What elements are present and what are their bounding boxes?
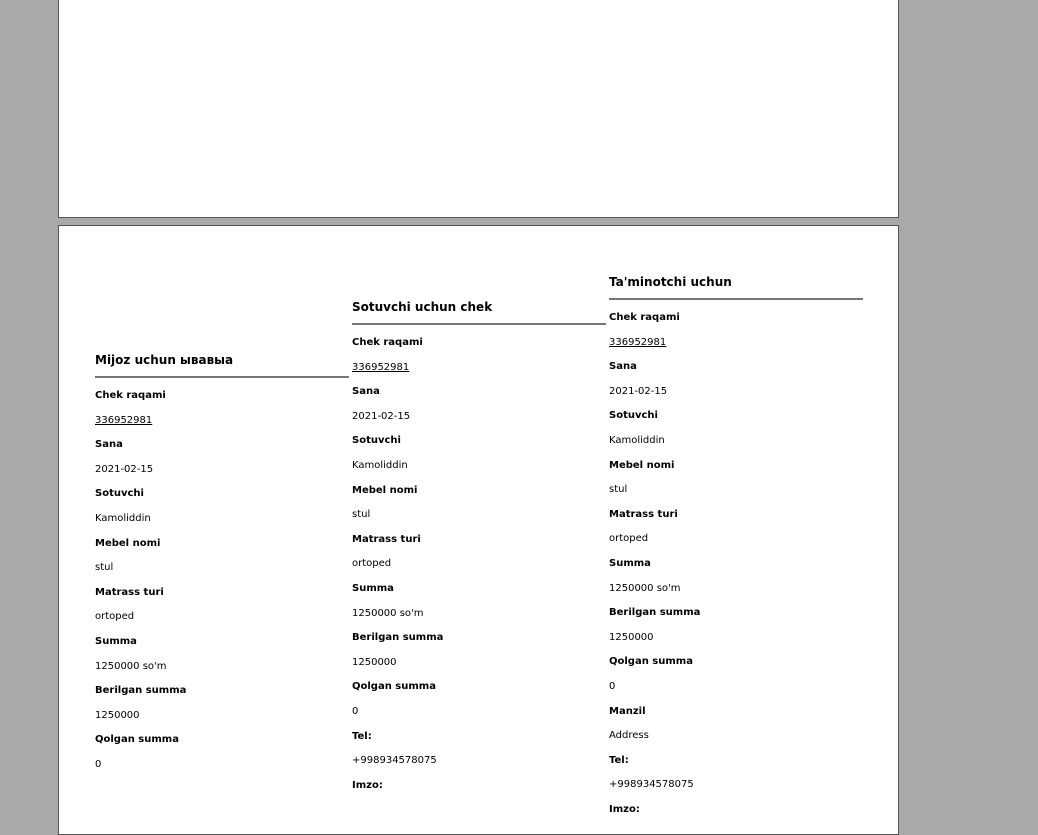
field-value: Kamoliddin [609, 434, 665, 446]
field-value: 1250000 [95, 709, 140, 721]
title-divider [352, 323, 606, 325]
receipt-number-link[interactable]: 336952981 [95, 414, 153, 426]
field-label: Mebel nomi [352, 484, 418, 496]
field-label: Qolgan summa [609, 656, 693, 668]
field-label: Summa [352, 582, 394, 594]
field-label: Berilgan summa [609, 607, 701, 619]
field-value: 2021-02-15 [95, 463, 154, 475]
field-value-row [95, 611, 349, 623]
field-value-row [609, 681, 863, 693]
field-value-row [95, 661, 349, 673]
field-value: ortoped [352, 558, 392, 570]
field-value: ortoped [95, 611, 135, 623]
field-value-row [352, 460, 606, 472]
field-value-row [95, 562, 349, 574]
field-value: 1250000 [352, 656, 397, 668]
field-label: Matrass turi [352, 533, 421, 545]
field-label: Sotuvchi [352, 435, 401, 447]
field-label: Tel: [352, 730, 372, 742]
field-value: 1250000 [609, 631, 654, 643]
field-value: stul [609, 484, 628, 496]
field-value: 0 [609, 680, 616, 692]
field-label: Chek raqami [609, 312, 680, 323]
field-value-row [95, 759, 349, 771]
field-value-row [352, 411, 606, 423]
field-value-row [352, 509, 606, 521]
receipt-title: Ta'minotchi uchun [609, 275, 732, 289]
field-value-row [609, 386, 863, 398]
field-value-row [609, 484, 863, 496]
field-label: Sotuvchi [609, 410, 658, 422]
field-label: Sana [352, 386, 380, 398]
field-label: Berilgan summa [95, 685, 187, 697]
receipt-seller [352, 298, 606, 792]
document-page-1 [58, 0, 899, 218]
field-value: 0 [95, 758, 102, 770]
field-value: 1250000 so'm [609, 582, 681, 594]
field-label: Qolgan summa [352, 681, 436, 693]
field-label: Mebel nomi [95, 537, 161, 549]
field-value-row [609, 337, 863, 349]
field-label: Imzo: [609, 803, 640, 815]
field-value: +998934578075 [609, 779, 694, 791]
receipt-title: Sotuvchi uchun chek [352, 300, 493, 314]
field-label: Berilgan summa [352, 632, 444, 644]
field-value: 2021-02-15 [352, 410, 411, 422]
field-label: Sana [95, 439, 123, 451]
field-value-row [352, 657, 606, 669]
field-value-row [95, 415, 349, 427]
field-value-row [352, 362, 606, 374]
receipt-number-link[interactable]: 336952981 [352, 361, 410, 373]
field-value: 1250000 so'm [95, 660, 167, 672]
field-value-row [95, 464, 349, 476]
field-value: Kamoliddin [95, 512, 151, 524]
field-value: stul [352, 509, 371, 521]
receipt-number-link[interactable]: 336952981 [609, 336, 667, 348]
field-label: Tel: [609, 754, 629, 766]
field-value: +998934578075 [352, 755, 437, 767]
field-value-row [609, 632, 863, 644]
field-value-row [609, 779, 863, 791]
field-label: Summa [95, 635, 137, 647]
field-value-row [95, 513, 349, 525]
field-value-row [609, 435, 863, 447]
field-label: Summa [609, 557, 651, 569]
field-value: 2021-02-15 [609, 385, 668, 397]
field-label: Chek raqami [352, 337, 423, 348]
field-value-row [352, 608, 606, 620]
field-value-row [95, 710, 349, 722]
field-value-row [352, 558, 606, 570]
field-label: Manzil [609, 705, 646, 717]
field-label: Chek raqami [95, 390, 166, 401]
field-value: 0 [352, 705, 359, 717]
field-value: Kamoliddin [352, 459, 408, 471]
document-page-2 [58, 225, 899, 835]
field-value: ortoped [609, 533, 649, 545]
field-label: Sotuvchi [95, 488, 144, 500]
field-label: Matrass turi [95, 586, 164, 598]
field-label: Matrass turi [609, 508, 678, 520]
field-value: Address [609, 730, 649, 742]
field-label: Qolgan summa [95, 734, 179, 746]
field-label: Imzo: [352, 779, 383, 791]
field-value: 1250000 so'm [352, 607, 424, 619]
title-divider [95, 376, 349, 378]
field-value-row [352, 755, 606, 767]
field-value: stul [95, 562, 114, 574]
field-label: Mebel nomi [609, 459, 675, 471]
field-value-row [609, 583, 863, 595]
field-value-row [352, 706, 606, 718]
field-value-row [609, 533, 863, 545]
title-divider [609, 298, 863, 300]
field-label: Sana [609, 361, 637, 373]
receipt-title: Mijoz uchun ывавыа [95, 353, 234, 367]
field-value-row [609, 730, 863, 742]
receipt-customer [95, 351, 349, 771]
receipt-supplier [609, 273, 863, 816]
